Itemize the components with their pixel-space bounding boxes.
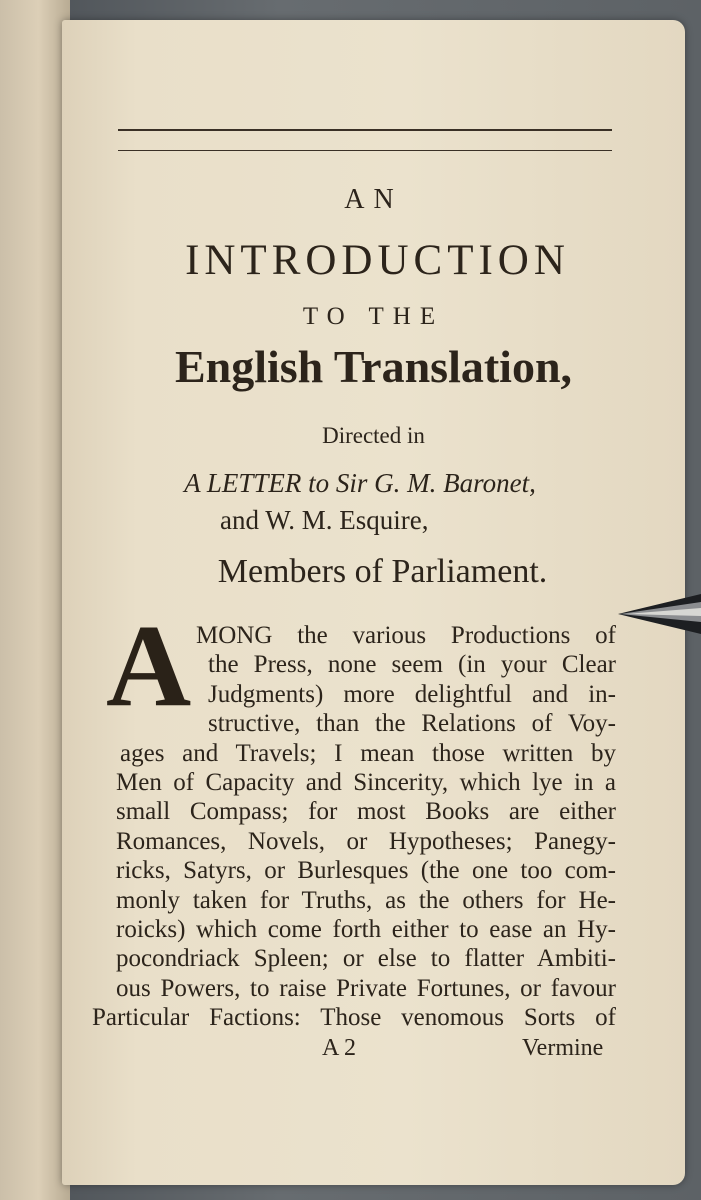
body-line: ages and Travels; I mean those written by xyxy=(120,739,616,767)
body-line: roicks) which come forth either to ease an Hy- xyxy=(116,916,616,943)
members-of-parliament: Members of Parliament. xyxy=(217,553,548,590)
second-rule xyxy=(118,150,612,151)
heading-introduction: INTRODUCTION xyxy=(185,237,570,284)
directed-in: Directed in xyxy=(322,423,425,448)
body-line: Romances, Novels, or Hypotheses; Panegy- xyxy=(116,827,616,855)
bookmark-marker xyxy=(616,592,701,636)
body-line: pocondriack Spleen; or else to flatter Ambiti- xyxy=(116,945,616,973)
body-line: MONG the various Productions of xyxy=(196,622,616,649)
catchword: Vermine xyxy=(522,1035,604,1061)
top-rule xyxy=(118,129,612,131)
body-line: structive, than the Relations of Voy- xyxy=(208,710,616,738)
left-page-edge xyxy=(0,0,70,1200)
signature-mark: A 2 xyxy=(322,1035,357,1061)
letter-addressee-cont: and W. M. Esquire, xyxy=(220,505,429,535)
heading-english-translation: English Translation, xyxy=(174,341,573,392)
letter-addressee: A LETTER to Sir G. M. Baronet, xyxy=(184,468,536,498)
body-line: monly taken for Truths, as the others for He- xyxy=(116,886,616,914)
body-line: the Press, none seem (in your Clear xyxy=(208,651,616,679)
drop-cap: A xyxy=(106,600,192,731)
heading-an: AN xyxy=(344,184,403,215)
body-line: Judgments) more delightful and in- xyxy=(208,680,616,708)
heading-to-the: TO THE xyxy=(302,303,445,330)
body-line: ricks, Satyrs, or Burlesques (the one too com- xyxy=(116,857,616,885)
body-line: small Compass; for most Books are either xyxy=(116,798,616,826)
body-line: Particular Factions: Those venomous Sorts of xyxy=(92,1004,616,1032)
body-line: ous Powers, to raise Private Fortunes, or favour xyxy=(116,974,616,1002)
body-line: Men of Capacity and Sincerity, which lye in a xyxy=(116,769,616,796)
